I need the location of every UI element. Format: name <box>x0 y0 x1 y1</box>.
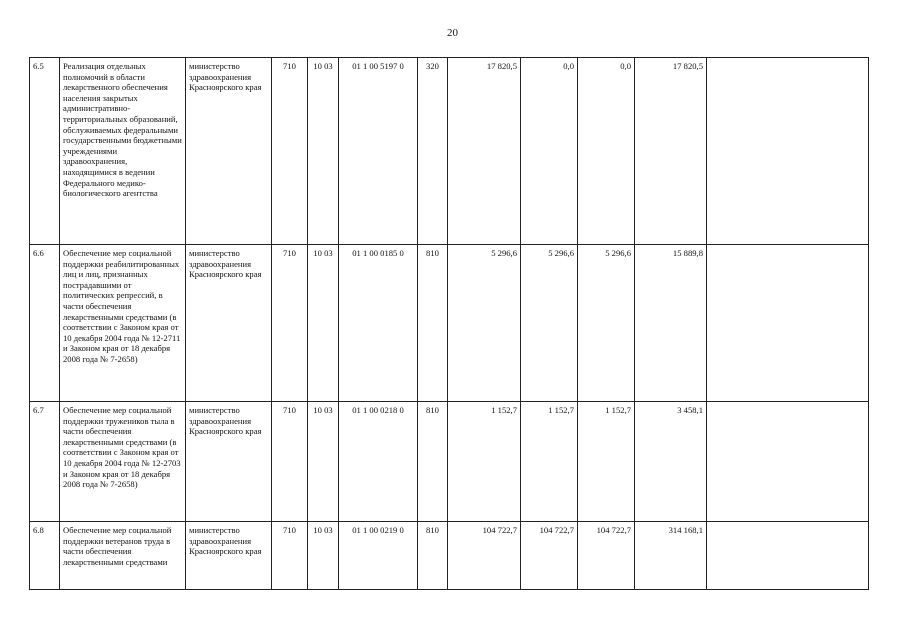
row-name: Обеспечение мер социальной поддержки ветеранов труда в части обеспечения лекарственными средствами <box>60 522 186 590</box>
row-total: 314 168,1 <box>635 522 707 590</box>
table-row <box>30 522 869 590</box>
row-section: 10 03 <box>308 245 339 402</box>
table-row <box>30 58 869 245</box>
row-result-cell <box>707 245 869 402</box>
table-row <box>30 245 869 402</box>
row-target: 01 1 00 0219 0 <box>339 522 418 590</box>
row-grbs: 710 <box>272 245 308 402</box>
row-total: 17 820,5 <box>635 58 707 245</box>
row-vr: 320 <box>418 58 448 245</box>
row-year2: 0,0 <box>521 58 578 245</box>
row-year3: 0,0 <box>578 58 635 245</box>
row-result-cell <box>707 58 869 245</box>
row-target: 01 1 00 5197 0 <box>339 58 418 245</box>
row-year1: 17 820,5 <box>448 58 521 245</box>
row-index: 6.6 <box>30 245 60 402</box>
row-target: 01 1 00 0218 0 <box>339 402 418 522</box>
row-name: Обеспечение мер социальной поддержки реабилитированных лиц и лиц, признанных пострадавшими от политических репрессий, в части обеспечения лекарственными средствами (в соответствии с Законом края от 10 декабря 2004 года № 12-2711 и Законом края от 18 декабря 2008 года № 7-2658) <box>60 245 186 402</box>
row-result-cell <box>707 402 869 522</box>
row-section: 10 03 <box>308 58 339 245</box>
row-year2: 104 722,7 <box>521 522 578 590</box>
budget-table <box>29 57 869 590</box>
row-year1: 104 722,7 <box>448 522 521 590</box>
row-section: 10 03 <box>308 522 339 590</box>
row-vr: 810 <box>418 245 448 402</box>
table-row <box>30 402 869 522</box>
row-grbs: 710 <box>272 58 308 245</box>
row-name: Обеспечение мер социальной поддержки тружеников тыла в части обеспечения лекарственными средствами (в соответствии с Законом края от 10 декабря 2004 года № 12-2703 и Законом края от 18 декабря 2008 года № 7-2658) <box>60 402 186 522</box>
row-name: Реализация отдельных полномочий в области лекарственного обеспечения населения закрытых административно-территориальных образований, обслуживаемых федеральными государственными бюджетными учреждениями здравоохранения, находящимися в ведении Федерального медико-биологического агентства <box>60 58 186 245</box>
row-grbs: 710 <box>272 402 308 522</box>
row-total: 15 889,8 <box>635 245 707 402</box>
row-year3: 5 296,6 <box>578 245 635 402</box>
row-year3: 1 152,7 <box>578 402 635 522</box>
row-year1: 5 296,6 <box>448 245 521 402</box>
row-index: 6.8 <box>30 522 60 590</box>
row-target: 01 1 00 0185 0 <box>339 245 418 402</box>
row-year2: 1 152,7 <box>521 402 578 522</box>
row-executor: министерство здравоохранения Красноярского края <box>186 245 272 402</box>
row-section: 10 03 <box>308 402 339 522</box>
row-index: 6.5 <box>30 58 60 245</box>
row-executor: министерство здравоохранения Красноярского края <box>186 522 272 590</box>
row-index: 6.7 <box>30 402 60 522</box>
page-number: 20 <box>447 27 458 39</box>
row-year1: 1 152,7 <box>448 402 521 522</box>
row-year3: 104 722,7 <box>578 522 635 590</box>
row-vr: 810 <box>418 522 448 590</box>
row-total: 3 458,1 <box>635 402 707 522</box>
row-year2: 5 296,6 <box>521 245 578 402</box>
row-vr: 810 <box>418 402 448 522</box>
row-result-cell <box>707 522 869 590</box>
row-executor: министерство здравоохранения Красноярского края <box>186 402 272 522</box>
row-executor: министерство здравоохранения Красноярского края <box>186 58 272 245</box>
row-grbs: 710 <box>272 522 308 590</box>
